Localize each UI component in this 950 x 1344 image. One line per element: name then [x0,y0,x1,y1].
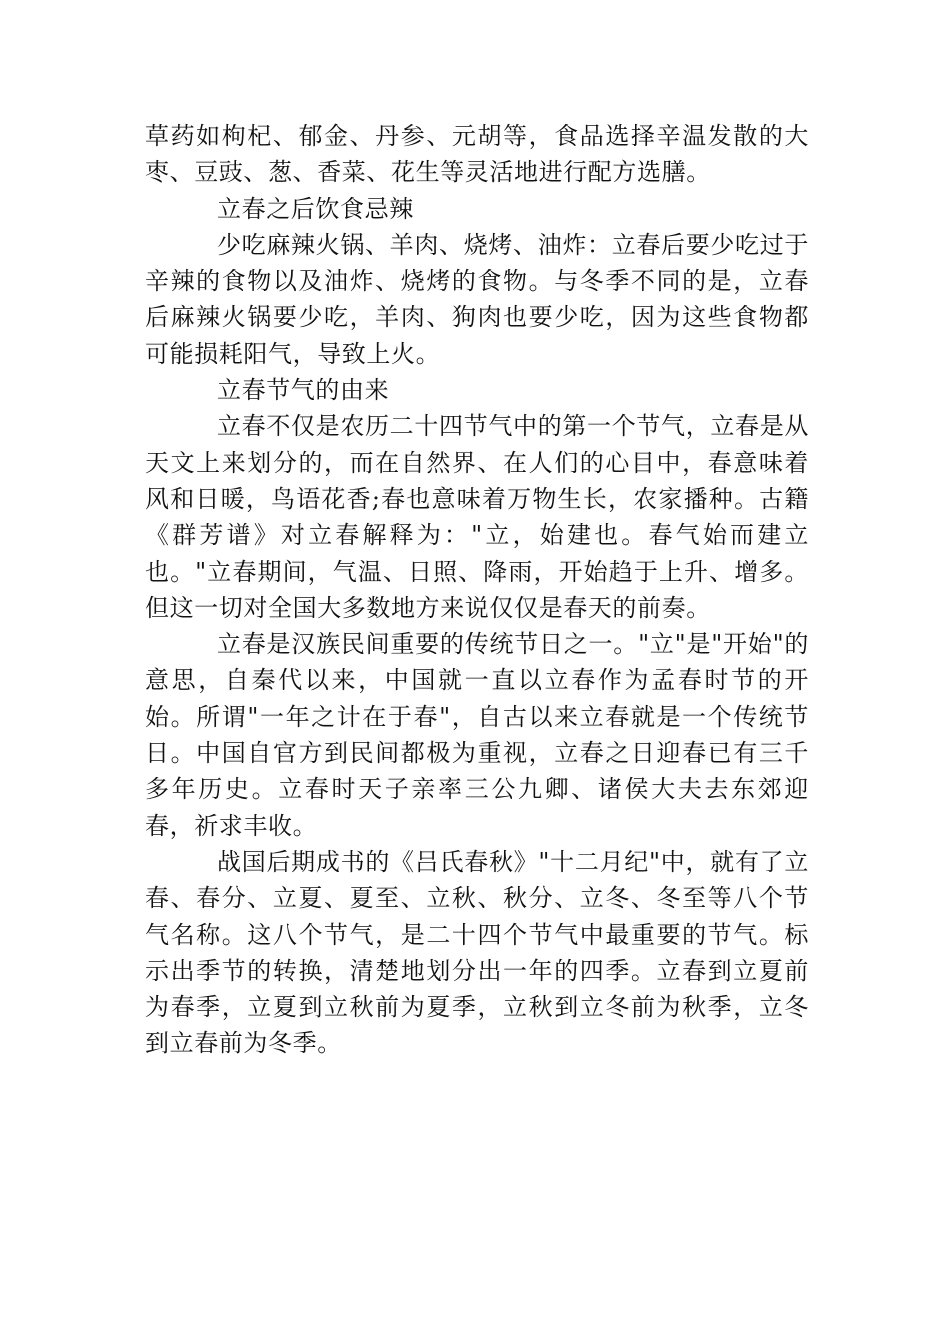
paragraph-diet: 少吃麻辣火锅、羊肉、烧烤、油炸：立春后要少吃过于辛辣的食物以及油炸、烧烤的食物。与冬季不同的是，立春后麻辣火锅要少吃，羊肉、狗肉也要少吃，因为这些食物都可能损耗阳气，导致上火。 [145,230,809,368]
section-heading-diet: 立春之后饮食忌辣 [217,194,414,223]
section-heading-origin: 立春节气的由来 [217,376,390,405]
paragraph-solar-terms: 战国后期成书的《吕氏春秋》"十二月纪"中，就有了立春、春分、立夏、夏至、立秋、秋分、立冬、冬至等八个节气名称。这八个节气，是二十四个节气中最重要的节气。标示出季节的转换，清楚地划分出一年的四季。立春到立夏前为春季，立夏到立秋前为夏季，立秋到立冬前为秋季，立冬到立春前为冬季。 [145,847,809,1058]
paragraph-festival: 立春是汉族民间重要的传统节日之一。"立"是"开始"的意思，自秦代以来，中国就一直以立春作为孟春时节的开始。所谓"一年之计在于春"，自古以来立春就是一个传统节日。中国自官方到民间都极为重视，立春之日迎春已有三千多年历史。立春时天子亲率三公九卿、诸侯大夫去东郊迎春，祈求丰收。 [145,630,809,840]
document-page [145,118,809,1062]
paragraph-continuation: 草药如枸杞、郁金、丹参、元胡等，食品选择辛温发散的大枣、豆豉、葱、香菜、花生等灵活地进行配方选膳。 [145,122,809,187]
paragraph-origin: 立春不仅是农历二十四节气中的第一个节气，立春是从天文上来划分的，而在自然界、在人们的心目中，春意味着风和日暖，鸟语花香;春也意味着万物生长，农家播种。古籍《群芳谱》对立春解释为："立，始建也。春气始而建立也。"立春期间，气温、日照、降雨，开始趋于上升、增多。但这一切对全国大多数地方来说仅仅是春天的前奏。 [145,412,809,622]
